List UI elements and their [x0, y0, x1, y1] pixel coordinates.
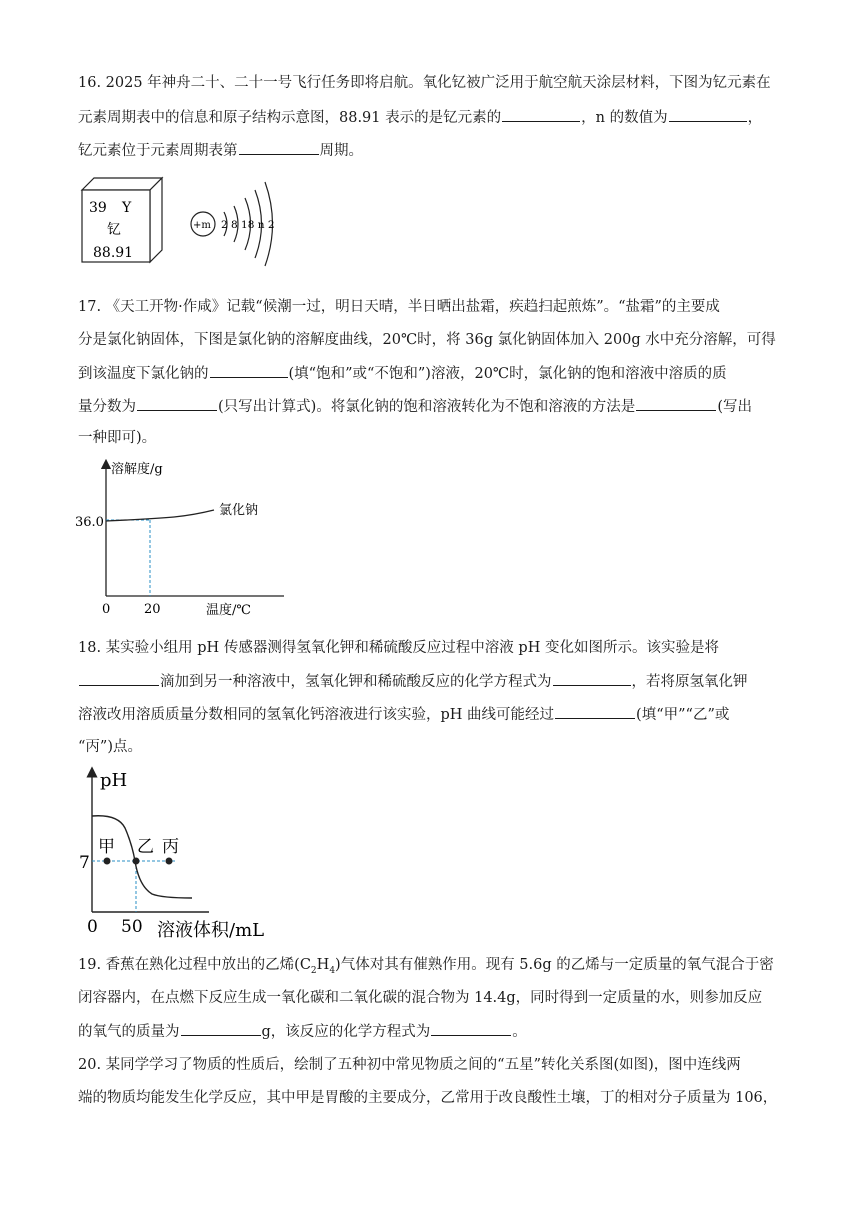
q18-line-1: 18. 某实验小组用 pH 传感器测得氢氧化钾和稀硫酸反应过程中溶液 pH 变化如图所示。该实验是将	[78, 640, 719, 656]
y-axis-label: 溶解度/g	[111, 462, 163, 477]
q18-blank-3[interactable]	[555, 704, 635, 719]
y-marker-label: 36.0	[75, 515, 104, 530]
q19-line-1: 19. 香蕉在熟化过程中放出的乙烯$(C_2H_4)$气体对其有催熟作用。现有 5.6g 的乙烯与一定质量的氧气混合于密	[78, 957, 774, 976]
x-tick-0: 0	[87, 917, 98, 937]
q19-blank-2[interactable]	[431, 1021, 511, 1036]
q18-line-4: “丙”)点。	[78, 739, 142, 755]
point-jia	[104, 858, 111, 865]
x-tick-0: 0	[102, 602, 111, 617]
electron-shells: 2 8 18 n 2	[221, 219, 275, 231]
element-mass: 88.91	[93, 245, 134, 261]
q17-line-2: 分是氯化钠固体，下图是氯化钠的溶解度曲线，20℃时，将 36g 氯化钠固体加入 200g 水中充分溶解，可得	[78, 332, 776, 348]
element-name: 钇	[107, 222, 121, 238]
q16-blank-2[interactable]	[669, 107, 747, 122]
q16-line-1: 16. 2025 年神舟二十、二十一号飞行任务即将启航。氧化钇被广泛用于航空航天涂层材料，下图为钇元素在	[78, 75, 771, 91]
q20-line-2: 端的物质均能发生化学反应，其中甲是胃酸的主要成分，乙常用于改良酸性土壤，丁的相对分子质量为 106，	[78, 1090, 778, 1106]
q17-line-3: 到该温度下氯化钠的 (填“饱和”或“不饱和”)溶液，20℃时，氯化钠的饱和溶液中溶质的质	[78, 363, 798, 384]
point-yi	[133, 858, 140, 865]
q16-line-2: 元素周期表中的信息和原子结构示意图，88.91 表示的是钇元素的 ，n 的数值为 ，	[78, 107, 798, 128]
q18-blank-1[interactable]	[79, 671, 159, 686]
q17-blank-2[interactable]	[137, 396, 217, 411]
q17-line-1: 17. 《天工开物·作咸》记载“候潮一过，明日天晴，半日晒出盐霜，疾趋扫起煎炼”。“盐霜”的主要成	[78, 299, 720, 315]
y-marker-label: 7	[79, 853, 90, 873]
point-label-bing: 丙	[162, 837, 179, 857]
element-symbol: Y	[122, 200, 132, 216]
q18-blank-2[interactable]	[553, 671, 631, 686]
q18-line-3: 溶液改用溶质质量分数相同的氢氧化钙溶液进行该实验，pH 曲线可能经过 (填“甲”“乙”或	[78, 704, 798, 725]
q17-blank-1[interactable]	[210, 363, 288, 378]
q16-blank-1[interactable]	[502, 107, 580, 122]
q19-line-3: 的氧气的质量为 g，该反应的化学方程式为 。	[78, 1021, 798, 1042]
q20-line-1: 20. 某同学学习了物质的性质后，绘制了五种初中常见物质之间的“五星”转化关系图(如图)，图中连线两	[78, 1057, 741, 1073]
x-tick-50: 50	[121, 917, 143, 937]
q17-blank-3[interactable]	[636, 396, 716, 411]
series-label: 氯化钠	[219, 503, 259, 518]
atom-structure-figure	[186, 176, 286, 272]
element-number: 39	[89, 200, 107, 216]
q19-blank-1[interactable]	[181, 1021, 261, 1036]
q18-line-2: 滴加到另一种溶液中，氢氧化钾和稀硫酸反应的化学方程式为 ，若将原氢氧化钾	[78, 671, 798, 692]
q17-line-5: 一种即可)。	[78, 430, 157, 446]
q16-line-3: 钇元素位于元素周期表第 周期。	[78, 140, 798, 161]
ph-chart	[74, 764, 294, 942]
point-label-jia: 甲	[98, 837, 115, 857]
x-tick-20: 20	[144, 602, 161, 617]
x-axis-label: 溶液体积/mL	[157, 920, 265, 941]
nacl-curve	[106, 510, 214, 521]
q17-line-4: 量分数为 (只写出计算式)。将氯化钠的饱和溶液转化为不饱和溶液的方法是 (写出	[78, 396, 798, 417]
nucleus-charge: +m	[193, 220, 211, 231]
q16-blank-3[interactable]	[239, 140, 319, 155]
element-cell-figure	[78, 174, 168, 266]
solubility-chart	[74, 456, 304, 622]
q19-line-2: 闭容器内，在点燃下反应生成一氧化碳和二氧化碳的混合物为 14.4g，同时得到一定质量的水，则参加反应	[78, 990, 763, 1006]
x-axis-label: 温度/℃	[206, 603, 251, 618]
y-axis-label: pH	[100, 770, 128, 791]
point-bing	[166, 858, 173, 865]
point-label-yi: 乙	[137, 837, 154, 857]
